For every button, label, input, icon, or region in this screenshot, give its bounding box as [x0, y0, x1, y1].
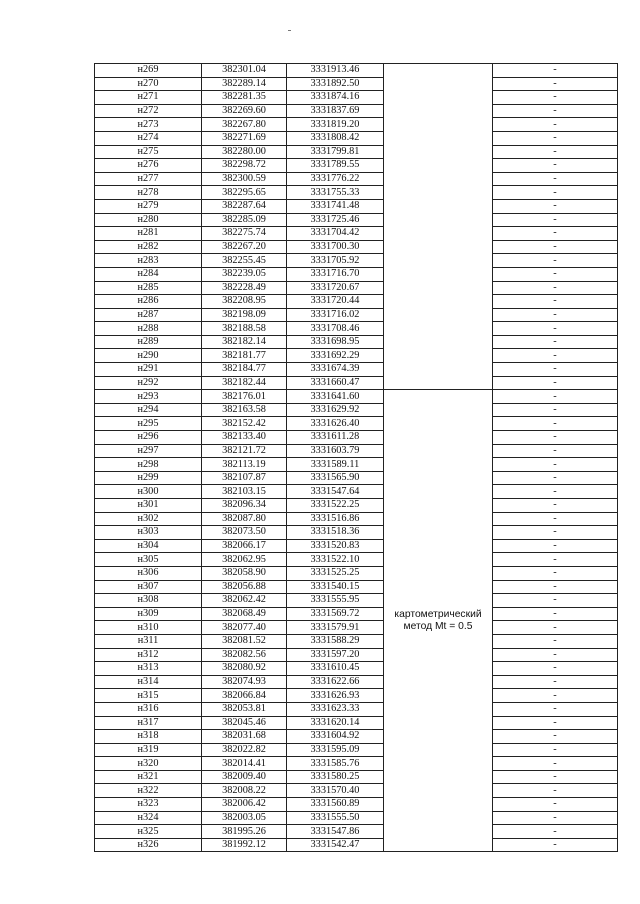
x-coordinate-cell: 382045.46: [202, 716, 287, 730]
note-cell: -: [493, 199, 618, 213]
x-coordinate-cell: 382208.95: [202, 295, 287, 309]
point-name-cell: н276: [95, 159, 202, 173]
point-name-cell: н292: [95, 376, 202, 390]
table-row: [95, 499, 618, 513]
note-cell: -: [493, 213, 618, 227]
table-row: [95, 689, 618, 703]
x-coordinate-cell: 382295.65: [202, 186, 287, 200]
table-row: [95, 349, 618, 363]
point-name-cell: н323: [95, 798, 202, 812]
y-coordinate-cell: 3331518.36: [287, 526, 384, 540]
x-coordinate-cell: 382184.77: [202, 363, 287, 377]
y-coordinate-cell: 3331525.25: [287, 566, 384, 580]
point-name-cell: н274: [95, 131, 202, 145]
x-coordinate-cell: 382285.09: [202, 213, 287, 227]
x-coordinate-cell: 382113.19: [202, 458, 287, 472]
x-coordinate-cell: 382298.72: [202, 159, 287, 173]
point-name-cell: н316: [95, 702, 202, 716]
note-cell: -: [493, 499, 618, 513]
y-coordinate-cell: 3331579.91: [287, 621, 384, 635]
note-cell: -: [493, 580, 618, 594]
point-name-cell: н271: [95, 91, 202, 105]
point-name-cell: н301: [95, 499, 202, 513]
y-coordinate-cell: 3331874.16: [287, 91, 384, 105]
y-coordinate-cell: 3331604.92: [287, 730, 384, 744]
note-cell: -: [493, 662, 618, 676]
point-name-cell: н283: [95, 254, 202, 268]
table-row: [95, 784, 618, 798]
x-coordinate-cell: 382073.50: [202, 526, 287, 540]
y-coordinate-cell: 3331569.72: [287, 607, 384, 621]
point-name-cell: н280: [95, 213, 202, 227]
note-cell: -: [493, 743, 618, 757]
note-cell: -: [493, 485, 618, 499]
x-coordinate-cell: 382228.49: [202, 281, 287, 295]
x-coordinate-cell: 382096.34: [202, 499, 287, 513]
x-coordinate-cell: 382289.14: [202, 77, 287, 91]
point-name-cell: н285: [95, 281, 202, 295]
note-cell: -: [493, 648, 618, 662]
table-row: [95, 431, 618, 445]
method-cell-group-1: [384, 64, 493, 390]
y-coordinate-cell: 3331585.76: [287, 757, 384, 771]
y-coordinate-cell: 3331708.46: [287, 322, 384, 336]
y-coordinate-cell: 3331570.40: [287, 784, 384, 798]
note-cell: -: [493, 444, 618, 458]
y-coordinate-cell: 3331547.86: [287, 825, 384, 839]
note-cell: -: [493, 811, 618, 825]
y-coordinate-cell: 3331560.89: [287, 798, 384, 812]
table-row: [95, 471, 618, 485]
x-coordinate-cell: 382182.14: [202, 335, 287, 349]
table-row: [95, 390, 618, 404]
note-cell: -: [493, 390, 618, 404]
table-row: [95, 417, 618, 431]
x-coordinate-cell: 382053.81: [202, 702, 287, 716]
table-row: [95, 825, 618, 839]
y-coordinate-cell: 3331808.42: [287, 131, 384, 145]
table-row: [95, 118, 618, 132]
method-text-line-2: метод Mt = 0.5: [403, 620, 473, 632]
table-row: [95, 281, 618, 295]
y-coordinate-cell: 3331603.79: [287, 444, 384, 458]
x-coordinate-cell: 382287.64: [202, 199, 287, 213]
note-cell: -: [493, 64, 618, 78]
coordinates-table-body: [95, 64, 618, 852]
point-name-cell: н305: [95, 553, 202, 567]
y-coordinate-cell: 3331626.93: [287, 689, 384, 703]
x-coordinate-cell: 382255.45: [202, 254, 287, 268]
y-coordinate-cell: 3331588.29: [287, 634, 384, 648]
y-coordinate-cell: 3331611.28: [287, 431, 384, 445]
y-coordinate-cell: 3331595.09: [287, 743, 384, 757]
y-coordinate-cell: 3331629.92: [287, 403, 384, 417]
note-cell: -: [493, 757, 618, 771]
point-name-cell: н322: [95, 784, 202, 798]
y-coordinate-cell: 3331622.66: [287, 675, 384, 689]
table-row: [95, 702, 618, 716]
x-coordinate-cell: 382176.01: [202, 390, 287, 404]
note-cell: -: [493, 471, 618, 485]
point-name-cell: н295: [95, 417, 202, 431]
y-coordinate-cell: 3331620.14: [287, 716, 384, 730]
x-coordinate-cell: 382031.68: [202, 730, 287, 744]
note-cell: -: [493, 77, 618, 91]
table-row: [95, 186, 618, 200]
point-name-cell: н299: [95, 471, 202, 485]
table-row: [95, 104, 618, 118]
point-name-cell: н306: [95, 566, 202, 580]
x-coordinate-cell: 382006.42: [202, 798, 287, 812]
table-row: [95, 770, 618, 784]
table-row: [95, 64, 618, 78]
note-cell: -: [493, 730, 618, 744]
table-row: [95, 91, 618, 105]
table-row: [95, 607, 618, 621]
point-name-cell: н279: [95, 199, 202, 213]
y-coordinate-cell: 3331776.22: [287, 172, 384, 186]
x-coordinate-cell: 382275.74: [202, 227, 287, 241]
x-coordinate-cell: 382267.80: [202, 118, 287, 132]
y-coordinate-cell: 3331692.29: [287, 349, 384, 363]
x-coordinate-cell: 382074.93: [202, 675, 287, 689]
table-row: [95, 363, 618, 377]
note-cell: -: [493, 607, 618, 621]
x-coordinate-cell: 382301.04: [202, 64, 287, 78]
y-coordinate-cell: 3331660.47: [287, 376, 384, 390]
table-row: [95, 662, 618, 676]
x-coordinate-cell: 382022.82: [202, 743, 287, 757]
point-name-cell: н286: [95, 295, 202, 309]
y-coordinate-cell: 3331623.33: [287, 702, 384, 716]
x-coordinate-cell: 382281.35: [202, 91, 287, 105]
table-row: [95, 403, 618, 417]
y-coordinate-cell: 3331741.48: [287, 199, 384, 213]
note-cell: -: [493, 716, 618, 730]
point-name-cell: н296: [95, 431, 202, 445]
x-coordinate-cell: 382271.69: [202, 131, 287, 145]
x-coordinate-cell: 382152.42: [202, 417, 287, 431]
note-cell: -: [493, 104, 618, 118]
note-cell: -: [493, 254, 618, 268]
table-row: [95, 77, 618, 91]
y-coordinate-cell: 3331705.92: [287, 254, 384, 268]
x-coordinate-cell: 382058.90: [202, 566, 287, 580]
table-row: [95, 485, 618, 499]
x-coordinate-cell: 382068.49: [202, 607, 287, 621]
note-cell: -: [493, 131, 618, 145]
x-coordinate-cell: 381995.26: [202, 825, 287, 839]
note-cell: -: [493, 512, 618, 526]
table-row: [95, 675, 618, 689]
y-coordinate-cell: 3331913.46: [287, 64, 384, 78]
y-coordinate-cell: 3331520.83: [287, 539, 384, 553]
y-coordinate-cell: 3331716.02: [287, 308, 384, 322]
point-name-cell: н300: [95, 485, 202, 499]
y-coordinate-cell: 3331565.90: [287, 471, 384, 485]
y-coordinate-cell: 3331610.45: [287, 662, 384, 676]
table-row: [95, 145, 618, 159]
x-coordinate-cell: 382269.60: [202, 104, 287, 118]
table-row: [95, 566, 618, 580]
point-name-cell: н315: [95, 689, 202, 703]
x-coordinate-cell: 382066.84: [202, 689, 287, 703]
y-coordinate-cell: 3331837.69: [287, 104, 384, 118]
table-row: [95, 553, 618, 567]
note-cell: -: [493, 335, 618, 349]
point-name-cell: н272: [95, 104, 202, 118]
note-cell: -: [493, 295, 618, 309]
note-cell: -: [493, 281, 618, 295]
note-cell: -: [493, 159, 618, 173]
x-coordinate-cell: 382062.42: [202, 594, 287, 608]
note-cell: -: [493, 553, 618, 567]
table-row: [95, 227, 618, 241]
note-cell: -: [493, 240, 618, 254]
x-coordinate-cell: 382062.95: [202, 553, 287, 567]
y-coordinate-cell: 3331720.67: [287, 281, 384, 295]
y-coordinate-cell: 3331725.46: [287, 213, 384, 227]
point-name-cell: н281: [95, 227, 202, 241]
y-coordinate-cell: 3331522.10: [287, 553, 384, 567]
table-row: [95, 335, 618, 349]
y-coordinate-cell: 3331580.25: [287, 770, 384, 784]
coordinates-table: [94, 63, 618, 852]
note-cell: -: [493, 145, 618, 159]
point-name-cell: н289: [95, 335, 202, 349]
point-name-cell: н307: [95, 580, 202, 594]
table-row: [95, 172, 618, 186]
point-name-cell: н325: [95, 825, 202, 839]
x-coordinate-cell: 382056.88: [202, 580, 287, 594]
note-cell: -: [493, 784, 618, 798]
table-row: [95, 131, 618, 145]
note-cell: -: [493, 702, 618, 716]
point-name-cell: н298: [95, 458, 202, 472]
table-row: [95, 240, 618, 254]
x-coordinate-cell: 382300.59: [202, 172, 287, 186]
y-coordinate-cell: 3331522.25: [287, 499, 384, 513]
table-row: [95, 798, 618, 812]
x-coordinate-cell: 382008.22: [202, 784, 287, 798]
note-cell: -: [493, 363, 618, 377]
x-coordinate-cell: 382014.41: [202, 757, 287, 771]
x-coordinate-cell: 382239.05: [202, 267, 287, 281]
x-coordinate-cell: 382009.40: [202, 770, 287, 784]
y-coordinate-cell: 3331700.30: [287, 240, 384, 254]
x-coordinate-cell: 382081.52: [202, 634, 287, 648]
table-row: [95, 730, 618, 744]
x-coordinate-cell: 382163.58: [202, 403, 287, 417]
note-cell: -: [493, 770, 618, 784]
x-coordinate-cell: 382182.44: [202, 376, 287, 390]
y-coordinate-cell: 3331555.50: [287, 811, 384, 825]
point-name-cell: н309: [95, 607, 202, 621]
note-cell: -: [493, 227, 618, 241]
note-cell: -: [493, 825, 618, 839]
note-cell: -: [493, 376, 618, 390]
table-row: [95, 621, 618, 635]
table-row: [95, 267, 618, 281]
table-row: [95, 757, 618, 771]
point-name-cell: н288: [95, 322, 202, 336]
y-coordinate-cell: 3331892.50: [287, 77, 384, 91]
note-cell: -: [493, 417, 618, 431]
x-coordinate-cell: 382077.40: [202, 621, 287, 635]
x-coordinate-cell: 382121.72: [202, 444, 287, 458]
method-text-line-1: картометрический: [394, 608, 482, 620]
scan-dot: [288, 30, 291, 31]
note-cell: -: [493, 91, 618, 105]
note-cell: -: [493, 308, 618, 322]
x-coordinate-cell: 382267.20: [202, 240, 287, 254]
table-row: [95, 458, 618, 472]
point-name-cell: н320: [95, 757, 202, 771]
point-name-cell: н312: [95, 648, 202, 662]
point-name-cell: н275: [95, 145, 202, 159]
note-cell: -: [493, 526, 618, 540]
table-row: [95, 199, 618, 213]
y-coordinate-cell: 3331819.20: [287, 118, 384, 132]
point-name-cell: н326: [95, 838, 202, 852]
note-cell: -: [493, 431, 618, 445]
y-coordinate-cell: 3331716.70: [287, 267, 384, 281]
point-name-cell: н282: [95, 240, 202, 254]
note-cell: -: [493, 267, 618, 281]
note-cell: -: [493, 566, 618, 580]
point-name-cell: н313: [95, 662, 202, 676]
y-coordinate-cell: 3331555.95: [287, 594, 384, 608]
x-coordinate-cell: 382103.15: [202, 485, 287, 499]
x-coordinate-cell: 382107.87: [202, 471, 287, 485]
table-row: [95, 580, 618, 594]
point-name-cell: н277: [95, 172, 202, 186]
table-row: [95, 838, 618, 852]
note-cell: -: [493, 675, 618, 689]
point-name-cell: н310: [95, 621, 202, 635]
x-coordinate-cell: 382066.17: [202, 539, 287, 553]
point-name-cell: н290: [95, 349, 202, 363]
table-row: [95, 512, 618, 526]
x-coordinate-cell: 382280.00: [202, 145, 287, 159]
point-name-cell: н314: [95, 675, 202, 689]
y-coordinate-cell: 3331641.60: [287, 390, 384, 404]
y-coordinate-cell: 3331597.20: [287, 648, 384, 662]
x-coordinate-cell: 382003.05: [202, 811, 287, 825]
note-cell: -: [493, 689, 618, 703]
point-name-cell: н303: [95, 526, 202, 540]
note-cell: -: [493, 458, 618, 472]
x-coordinate-cell: 382080.92: [202, 662, 287, 676]
note-cell: -: [493, 403, 618, 417]
table-row: [95, 444, 618, 458]
table-row: [95, 295, 618, 309]
x-coordinate-cell: 382082.56: [202, 648, 287, 662]
y-coordinate-cell: 3331542.47: [287, 838, 384, 852]
table-row: [95, 213, 618, 227]
table-row: [95, 308, 618, 322]
y-coordinate-cell: 3331589.11: [287, 458, 384, 472]
y-coordinate-cell: 3331799.81: [287, 145, 384, 159]
x-coordinate-cell: 382087.80: [202, 512, 287, 526]
point-name-cell: н291: [95, 363, 202, 377]
point-name-cell: н294: [95, 403, 202, 417]
table-row: [95, 254, 618, 268]
point-name-cell: н270: [95, 77, 202, 91]
table-row: [95, 743, 618, 757]
x-coordinate-cell: 382181.77: [202, 349, 287, 363]
point-name-cell: н317: [95, 716, 202, 730]
y-coordinate-cell: 3331674.39: [287, 363, 384, 377]
note-cell: -: [493, 634, 618, 648]
y-coordinate-cell: 3331704.42: [287, 227, 384, 241]
note-cell: -: [493, 594, 618, 608]
point-name-cell: н311: [95, 634, 202, 648]
point-name-cell: н297: [95, 444, 202, 458]
point-name-cell: н319: [95, 743, 202, 757]
x-coordinate-cell: 382133.40: [202, 431, 287, 445]
note-cell: -: [493, 349, 618, 363]
x-coordinate-cell: 381992.12: [202, 838, 287, 852]
y-coordinate-cell: 3331547.64: [287, 485, 384, 499]
point-name-cell: н304: [95, 539, 202, 553]
y-coordinate-cell: 3331755.33: [287, 186, 384, 200]
note-cell: -: [493, 539, 618, 553]
point-name-cell: н287: [95, 308, 202, 322]
note-cell: -: [493, 322, 618, 336]
table-row: [95, 811, 618, 825]
x-coordinate-cell: 382188.58: [202, 322, 287, 336]
y-coordinate-cell: 3331698.95: [287, 335, 384, 349]
table-row: [95, 594, 618, 608]
table-row: [95, 648, 618, 662]
point-name-cell: н308: [95, 594, 202, 608]
point-name-cell: н269: [95, 64, 202, 78]
method-cell-group-2: [384, 390, 493, 852]
table-row: [95, 526, 618, 540]
note-cell: -: [493, 172, 618, 186]
y-coordinate-cell: 3331516.86: [287, 512, 384, 526]
point-name-cell: н278: [95, 186, 202, 200]
note-cell: -: [493, 186, 618, 200]
point-name-cell: н293: [95, 390, 202, 404]
point-name-cell: н284: [95, 267, 202, 281]
point-name-cell: н302: [95, 512, 202, 526]
table-row: [95, 159, 618, 173]
y-coordinate-cell: 3331540.15: [287, 580, 384, 594]
y-coordinate-cell: 3331789.55: [287, 159, 384, 173]
y-coordinate-cell: 3331626.40: [287, 417, 384, 431]
point-name-cell: н324: [95, 811, 202, 825]
note-cell: -: [493, 798, 618, 812]
point-name-cell: н318: [95, 730, 202, 744]
x-coordinate-cell: 382198.09: [202, 308, 287, 322]
y-coordinate-cell: 3331720.44: [287, 295, 384, 309]
table-row: [95, 376, 618, 390]
point-name-cell: н321: [95, 770, 202, 784]
table-row: [95, 634, 618, 648]
table-row: [95, 716, 618, 730]
point-name-cell: н273: [95, 118, 202, 132]
note-cell: -: [493, 621, 618, 635]
note-cell: -: [493, 838, 618, 852]
table-row: [95, 322, 618, 336]
table-row: [95, 539, 618, 553]
note-cell: -: [493, 118, 618, 132]
